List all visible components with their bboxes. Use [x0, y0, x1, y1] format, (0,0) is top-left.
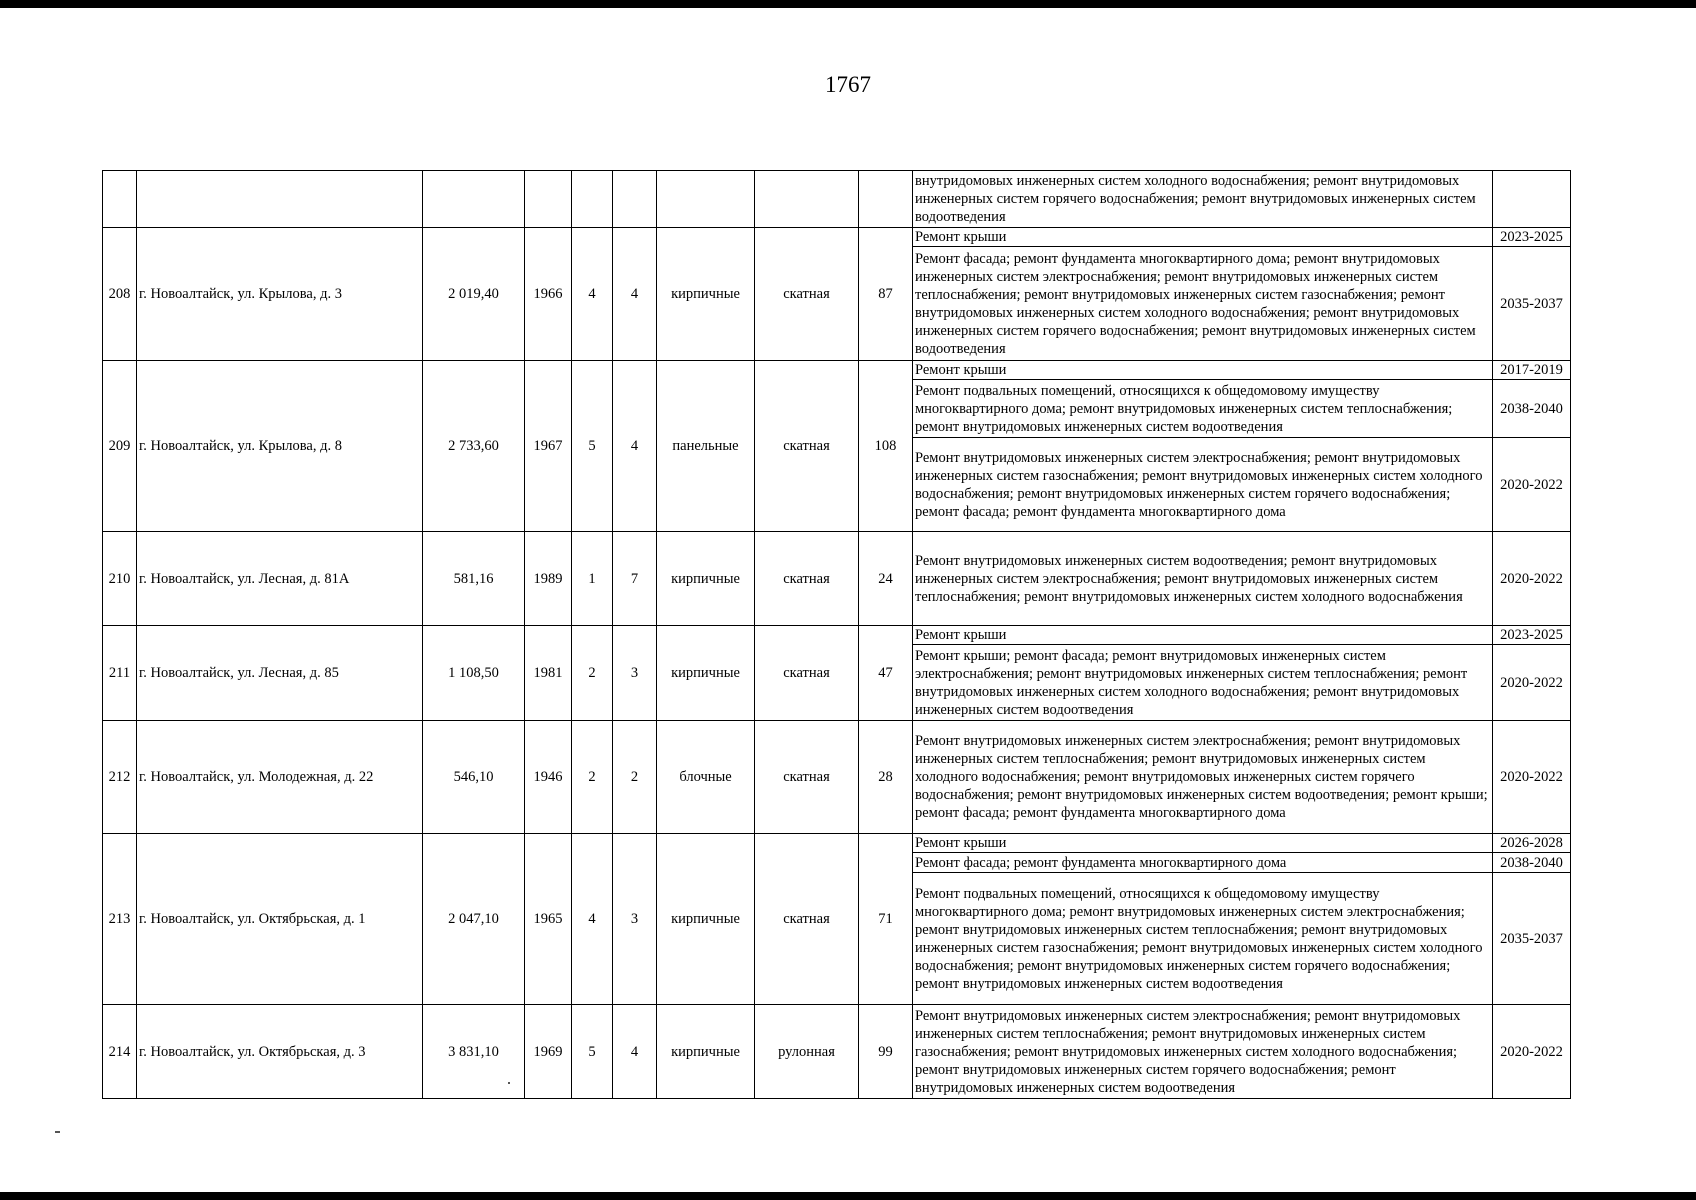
cell-entrances: 2: [613, 721, 657, 834]
cell-entrances: 4: [613, 228, 657, 361]
cell-walls: кирпичные: [657, 626, 755, 721]
cell-floors: [572, 171, 613, 228]
cell-work-types: Ремонт фасада; ремонт фундамента многоквартирного дома: [913, 853, 1493, 873]
cell-number: 214: [103, 1005, 137, 1099]
cell-roof: [755, 171, 859, 228]
cell-address: г. Новоалтайск, ул. Молодежная, д. 22: [137, 721, 423, 834]
cell-work-types: Ремонт крыши: [913, 361, 1493, 380]
cell-address: [137, 171, 423, 228]
cell-residents: 71: [859, 834, 913, 1005]
cell-period: 2020-2022: [1493, 438, 1571, 532]
cell-walls: блочные: [657, 721, 755, 834]
cell-roof: рулонная: [755, 1005, 859, 1099]
cell-period: 2020-2022: [1493, 532, 1571, 626]
cell-period: 2020-2022: [1493, 645, 1571, 721]
cell-entrances: 3: [613, 834, 657, 1005]
cell-period: 2023-2025: [1493, 626, 1571, 645]
cell-work-types: Ремонт внутридомовых инженерных систем электроснабжения; ремонт внутридомовых инженерных систем теплоснабжения; ремонт внутридомовых инженерных систем холодного водоснабжения; ремонт внутридомовых инженерных систем горячего водоснабжения; ремонт внутридомовых инженерных систем водоотведения; ремонт крыши; ремонт фасада; ремонт фундамента многоквартирного дома: [913, 721, 1493, 834]
cell-area: [423, 171, 525, 228]
cell-residents: [859, 171, 913, 228]
cell-number: 213: [103, 834, 137, 1005]
cell-walls: кирпичные: [657, 228, 755, 361]
cell-floors: 5: [572, 361, 613, 532]
cell-residents: 47: [859, 626, 913, 721]
cell-period: 2038-2040: [1493, 380, 1571, 438]
cell-roof: скатная: [755, 361, 859, 532]
cell-number: 212: [103, 721, 137, 834]
cell-entrances: 3: [613, 626, 657, 721]
cell-year: 1981: [525, 626, 572, 721]
cell-floors: 4: [572, 228, 613, 361]
cell-floors: 4: [572, 834, 613, 1005]
cell-year: 1969: [525, 1005, 572, 1099]
cell-roof: скатная: [755, 721, 859, 834]
cell-year: 1965: [525, 834, 572, 1005]
cell-work-types: Ремонт внутридомовых инженерных систем электроснабжения; ремонт внутридомовых инженерных систем теплоснабжения; ремонт внутридомовых инженерных систем газоснабжения; ремонт внутридомовых инженерных систем холодного водоснабжения; ремонт внутридомовых инженерных систем горячего водоснабжения; ремонт внутридомовых инженерных систем водоотведения: [913, 1005, 1493, 1099]
housing-repair-table: [102, 170, 1571, 1099]
table-row: [103, 834, 1571, 853]
cell-period: 2023-2025: [1493, 228, 1571, 247]
cell-work-types: Ремонт крыши: [913, 626, 1493, 645]
cell-area: 581,16: [423, 532, 525, 626]
cell-walls: кирпичные: [657, 1005, 755, 1099]
cell-residents: 28: [859, 721, 913, 834]
cell-address: г. Новоалтайск, ул. Лесная, д. 85: [137, 626, 423, 721]
scan-speck: [55, 1131, 60, 1133]
cell-address: г. Новоалтайск, ул. Лесная, д. 81А: [137, 532, 423, 626]
cell-period: 2020-2022: [1493, 721, 1571, 834]
cell-number: 210: [103, 532, 137, 626]
cell-number: [103, 171, 137, 228]
table-row: [103, 1005, 1571, 1099]
cell-work-types: внутридомовых инженерных систем холодного водоснабжения; ремонт внутридомовых инженерных систем горячего водоснабжения; ремонт внутридомовых инженерных систем водоотведения: [913, 171, 1493, 228]
cell-walls: панельные: [657, 361, 755, 532]
cell-period: 2035-2037: [1493, 873, 1571, 1005]
scan-top-border: [0, 0, 1696, 8]
table-row: [103, 228, 1571, 247]
cell-address: г. Новоалтайск, ул. Крылова, д. 3: [137, 228, 423, 361]
cell-residents: 99: [859, 1005, 913, 1099]
table-body: [103, 171, 1571, 1099]
cell-floors: 2: [572, 626, 613, 721]
cell-floors: 1: [572, 532, 613, 626]
cell-entrances: 4: [613, 361, 657, 532]
cell-address: г. Новоалтайск, ул. Октябрьская, д. 1: [137, 834, 423, 1005]
continuation-row: [103, 171, 1571, 228]
cell-residents: 24: [859, 532, 913, 626]
cell-period: 2017-2019: [1493, 361, 1571, 380]
table-row: [103, 532, 1571, 626]
cell-address: г. Новоалтайск, ул. Октябрьская, д. 3: [137, 1005, 423, 1099]
page-number: 1767: [825, 72, 871, 97]
table-row: [103, 361, 1571, 380]
cell-area: 2 019,40: [423, 228, 525, 361]
cell-area: 546,10: [423, 721, 525, 834]
cell-roof: скатная: [755, 626, 859, 721]
cell-year: [525, 171, 572, 228]
table-row: [103, 626, 1571, 645]
cell-residents: 87: [859, 228, 913, 361]
cell-year: 1946: [525, 721, 572, 834]
cell-roof: скатная: [755, 228, 859, 361]
cell-period: 2026-2028: [1493, 834, 1571, 853]
cell-address: г. Новоалтайск, ул. Крылова, д. 8: [137, 361, 423, 532]
cell-period: 2035-2037: [1493, 247, 1571, 361]
cell-roof: скатная: [755, 532, 859, 626]
cell-entrances: 7: [613, 532, 657, 626]
cell-walls: [657, 171, 755, 228]
cell-area: 1 108,50: [423, 626, 525, 721]
table-row: [103, 721, 1571, 834]
cell-roof: скатная: [755, 834, 859, 1005]
cell-work-types: Ремонт внутридомовых инженерных систем водоотведения; ремонт внутридомовых инженерных систем электроснабжения; ремонт внутридомовых инженерных систем теплоснабжения; ремонт внутридомовых инженерных систем холодного водоснабжения: [913, 532, 1493, 626]
cell-work-types: Ремонт крыши; ремонт фасада; ремонт внутридомовых инженерных систем электроснабжения; ремонт внутридомовых инженерных систем теплоснабжения; ремонт внутридомовых инженерных систем холодного водоснабжения; ремонт внутридомовых инженерных систем водоотведения: [913, 645, 1493, 721]
cell-work-types: Ремонт крыши: [913, 228, 1493, 247]
cell-walls: кирпичные: [657, 834, 755, 1005]
cell-period: [1493, 171, 1571, 228]
scan-bottom-border: [0, 1192, 1696, 1200]
cell-area: 3 831,10: [423, 1005, 525, 1099]
cell-number: 209: [103, 361, 137, 532]
cell-work-types: Ремонт внутридомовых инженерных систем электроснабжения; ремонт внутридомовых инженерных систем газоснабжения; ремонт внутридомовых инженерных систем холодного водоснабжения; ремонт внутридомовых инженерных систем горячего водоснабжения; ремонт фасада; ремонт фундамента многоквартирного дома: [913, 438, 1493, 532]
cell-area: 2 047,10: [423, 834, 525, 1005]
cell-number: 211: [103, 626, 137, 721]
cell-year: 1967: [525, 361, 572, 532]
cell-entrances: 4: [613, 1005, 657, 1099]
cell-residents: 108: [859, 361, 913, 532]
cell-work-types: Ремонт крыши: [913, 834, 1493, 853]
cell-year: 1966: [525, 228, 572, 361]
cell-floors: 5: [572, 1005, 613, 1099]
cell-work-types: Ремонт подвальных помещений, относящихся к общедомовому имуществу многоквартирного дома; ремонт внутридомовых инженерных систем теплоснабжения; ремонт внутридомовых инженерных систем водоотведения: [913, 380, 1493, 438]
cell-entrances: [613, 171, 657, 228]
cell-area: 2 733,60: [423, 361, 525, 532]
cell-floors: 2: [572, 721, 613, 834]
cell-period: 2020-2022: [1493, 1005, 1571, 1099]
cell-work-types: Ремонт подвальных помещений, относящихся к общедомовому имуществу многоквартирного дома; ремонт внутридомовых инженерных систем электроснабжения; ремонт внутридомовых инженерных систем теплоснабжения; ремонт внутридомовых инженерных систем газоснабжения; ремонт внутридомовых инженерных систем холодного водоснабжения; ремонт внутридомовых инженерных систем горячего водоснабжения; ремонт внутридомовых инженерных систем водоотведения: [913, 873, 1493, 1005]
cell-period: 2038-2040: [1493, 853, 1571, 873]
cell-work-types: Ремонт фасада; ремонт фундамента многоквартирного дома; ремонт внутридомовых инженерных систем электроснабжения; ремонт внутридомовых инженерных систем теплоснабжения; ремонт внутридомовых инженерных систем газоснабжения; ремонт внутридомовых инженерных систем холодного водоснабжения; ремонт внутридомовых инженерных систем горячего водоснабжения; ремонт внутридомовых инженерных систем водоотведения: [913, 247, 1493, 361]
cell-number: 208: [103, 228, 137, 361]
cell-year: 1989: [525, 532, 572, 626]
cell-walls: кирпичные: [657, 532, 755, 626]
